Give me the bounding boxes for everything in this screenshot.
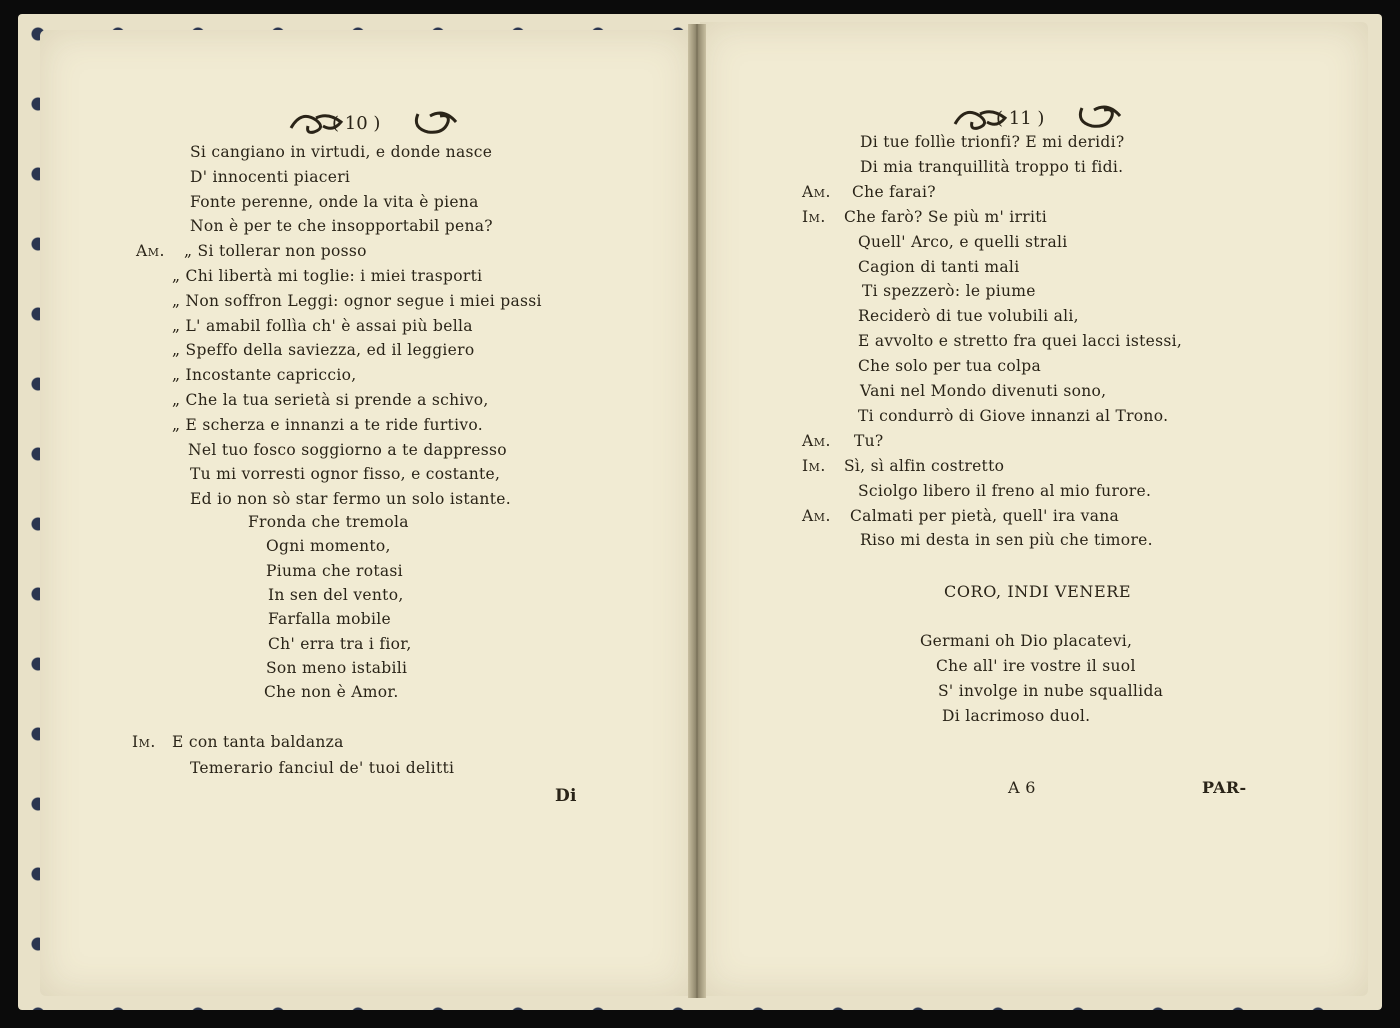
line-text: Reciderò di tue volubili ali, <box>858 307 1079 326</box>
speaker-label: Am. <box>802 431 831 450</box>
line-text: Che all' ire vostre il suol <box>936 657 1136 675</box>
line-text: Non è per te che insopportabil pena? <box>190 217 493 236</box>
line-text: Di mia tranquillità troppo ti fidi. <box>860 157 1124 176</box>
line-text: „ Che la tua serietà si prende a schivo, <box>172 391 489 409</box>
left-catchword: Di <box>555 786 577 806</box>
line-text: „ Speffo della saviezza, ed il leggiero <box>172 341 475 360</box>
line-text: „ E scherza e innanzi a te ride furtivo. <box>172 415 483 434</box>
line-text: Riso mi desta in sen più che timore. <box>860 531 1153 550</box>
line-text: Che farò? Se più m' irriti <box>844 207 1048 226</box>
book-gutter <box>688 24 706 998</box>
line-text: Temerario fanciul de' tuoi delitti <box>190 759 455 777</box>
line-text: Che solo per tua colpa <box>858 357 1041 376</box>
line-text: E avvolto e stretto fra quei lacci istessi, <box>858 332 1183 351</box>
right-ornament-icon-2 <box>1074 102 1124 132</box>
line-text: „ L' amabil follìa ch' è assai più bella <box>172 316 473 335</box>
speaker-label: Im. <box>802 207 826 226</box>
line-text: Germani oh Dio placatevi, <box>920 632 1133 650</box>
line-text: Vani nel Mondo divenuti sono, <box>860 382 1107 400</box>
line-text: Fonte perenne, onde la vita è piena <box>190 192 479 211</box>
line-text: Ch' erra tra i fior, <box>268 634 412 653</box>
speaker-label: Am. <box>802 182 831 201</box>
line-text: „ Non soffron Leggi: ognor segue i miei passi <box>172 291 542 310</box>
line-text: Si cangiano in virtudi, e donde nasce <box>190 143 493 161</box>
right-ornament-icon <box>410 108 460 138</box>
line-text: Farfalla mobile <box>268 610 391 629</box>
right-catchword: PAR- <box>1202 778 1247 797</box>
speaker-label: Am. <box>802 506 831 525</box>
line-text: Che farai? <box>852 182 936 201</box>
line-text: „ Incostante capriccio, <box>172 366 357 385</box>
line-text: Nel tuo fosco soggiorno a te dappresso <box>188 440 507 459</box>
line-text: „ Si tollerar non posso <box>184 242 367 261</box>
speaker-label: Am. <box>136 242 165 261</box>
line-text: Di lacrimoso duol. <box>942 707 1091 725</box>
line-text: S' involge in nube squallida <box>938 682 1164 700</box>
line-text: Ti condurrò di Giove innanzi al Trono. <box>858 406 1169 425</box>
speaker-label: Im. <box>802 456 826 475</box>
scene-heading: CORO, INDI VENERE <box>944 582 1132 601</box>
line-text: „ Chi libertà mi toglie: i miei trasporti <box>172 267 483 285</box>
line-text: Tu mi vorresti ognor fisso, e costante, <box>190 465 501 484</box>
speaker-label: Im. <box>132 733 156 751</box>
line-text: In sen del vento, <box>268 585 404 604</box>
line-text: Sì, sì alfin costretto <box>844 456 1005 475</box>
right-page-number: ( 11 ) <box>996 108 1045 129</box>
line-text: Di tue follìe trionfi? E mi deridi? <box>860 133 1125 151</box>
line-text: D' innocenti piaceri <box>190 167 351 186</box>
left-page-number: ( 10 ) <box>332 113 381 134</box>
line-text: E con tanta baldanza <box>172 733 344 751</box>
line-text: Ti spezzerò: le piume <box>862 282 1036 301</box>
line-text: Son meno istabili <box>266 658 408 677</box>
line-text: Quell' Arco, e quelli strali <box>858 232 1068 251</box>
line-text: Ogni momento, <box>266 537 391 556</box>
line-text: Ed io non sò star fermo un solo istante. <box>190 490 511 509</box>
line-text: Piuma che rotasi <box>266 561 403 580</box>
line-text: Tu? <box>854 431 884 450</box>
line-text: Cagion di tanti mali <box>858 257 1020 276</box>
line-text: Sciolgo libero il freno al mio furore. <box>858 481 1152 500</box>
line-text: Che non è Amor. <box>264 683 399 702</box>
signature-mark: A 6 <box>1008 778 1036 797</box>
line-text: Calmati per pietà, quell' ira vana <box>850 506 1120 525</box>
line-text: Fronda che tremola <box>248 513 409 531</box>
